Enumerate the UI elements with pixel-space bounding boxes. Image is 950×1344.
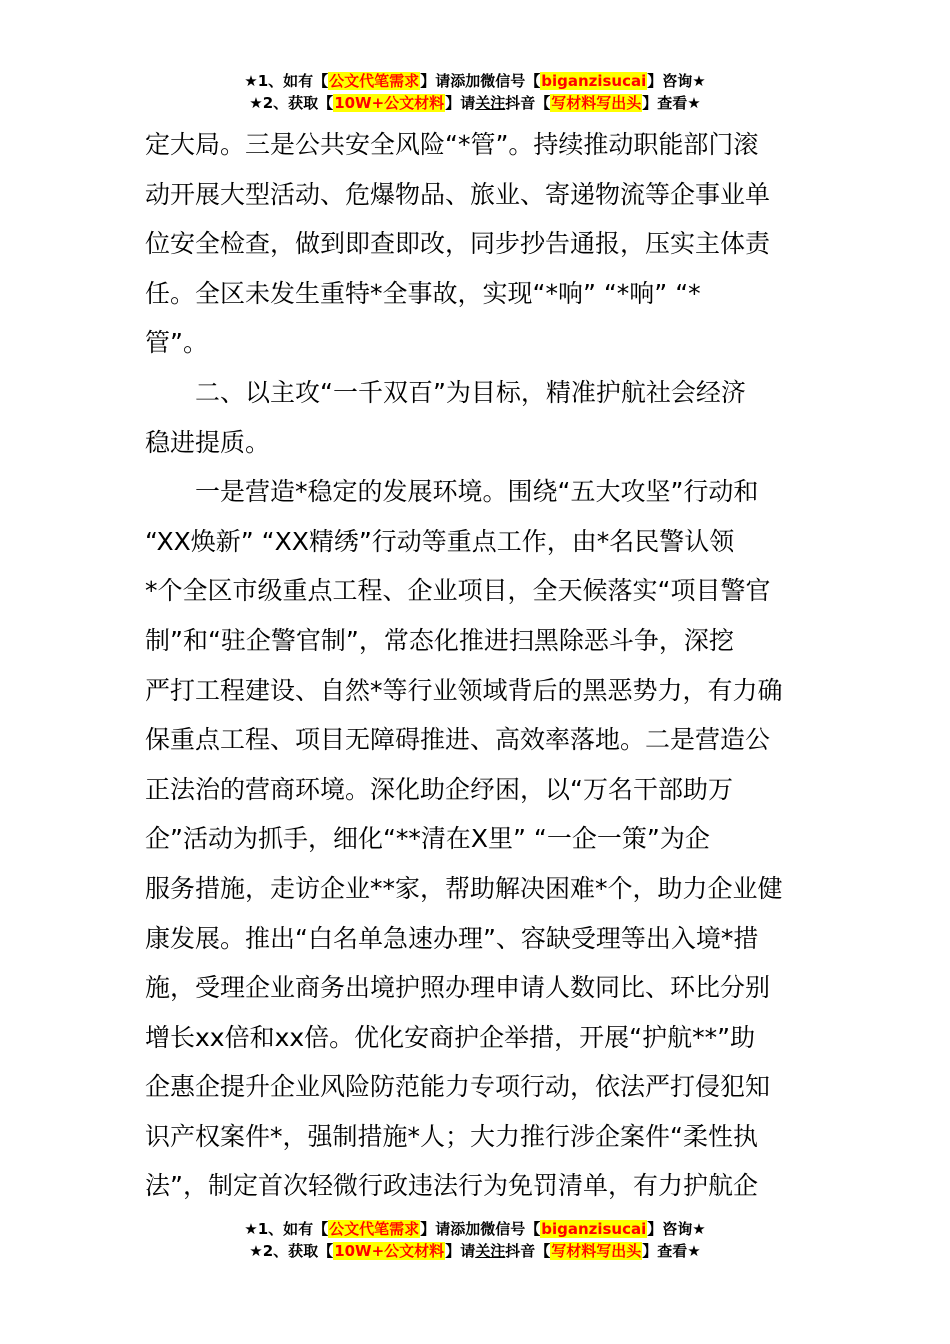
banner-text: 】咨询★ xyxy=(647,72,706,90)
banner-text: 】咨询★ xyxy=(647,1220,706,1238)
body-line: 动开展大型活动、危爆物品、旅业、寄递物流等企事业单 xyxy=(145,179,771,209)
body-line: 企”活动为抓手，细化“**清在X里” “一企一策”为企 xyxy=(145,824,710,854)
body-line: 任。全区未发生重特*全事故，实现“*响” “*响” “* xyxy=(145,278,701,308)
body-line: 制”和“驻企警官制”，常态化推进扫黑除恶斗争，深挖 xyxy=(145,625,734,655)
document-body xyxy=(145,120,810,1211)
banner-text: 抖音【 xyxy=(505,94,551,112)
banner-text: ★1、如有【 xyxy=(244,72,329,90)
banner-highlight-materials: 10W+公文材料 xyxy=(334,1242,445,1260)
banner-highlight-materials: 10W+公文材料 xyxy=(334,94,445,112)
header-banner xyxy=(0,70,950,114)
body-line: 康发展。推出“白名单急速办理”、容缺受理等出入境*措 xyxy=(145,923,759,953)
banner-line-2 xyxy=(0,1240,950,1262)
banner-text: 】请添加微信号【 xyxy=(420,1220,541,1238)
body-line: 严打工程建设、自然*等行业领域背后的黑恶势力，有力确 xyxy=(145,675,783,705)
banner-highlight-writing-service: 公文代笔需求 xyxy=(329,72,420,90)
banner-text: 】请 xyxy=(445,94,476,112)
banner-underlined-follow: 关注 xyxy=(475,94,506,112)
banner-highlight-account: 写材料写出头 xyxy=(551,1242,642,1260)
body-line: 管”。 xyxy=(145,328,208,358)
banner-underlined-follow: 关注 xyxy=(475,1242,506,1260)
banner-text: 】请 xyxy=(445,1242,476,1260)
banner-highlight-wechat-id: biganzisucai xyxy=(541,1220,647,1238)
body-line: 服务措施，走访企业**家，帮助解决困难*个，助力企业健 xyxy=(145,873,783,903)
banner-text: ★2、获取【 xyxy=(249,1242,334,1260)
banner-text: 抖音【 xyxy=(505,1242,551,1260)
banner-text: ★2、获取【 xyxy=(249,94,334,112)
section-heading: 二、以主攻“一千双百”为目标，精准护航社会经济 xyxy=(195,377,746,407)
body-line: 识产权案件*，强制措施*人；大力推行涉企案件“柔性执 xyxy=(145,1121,758,1151)
body-line: *个全区市级重点工程、企业项目，全天候落实“项目警官 xyxy=(145,576,771,606)
body-line: 位安全检查，做到即查即改，同步抄告通报，压实主体责 xyxy=(145,229,771,259)
banner-highlight-writing-service: 公文代笔需求 xyxy=(329,1220,420,1238)
banner-text: 】查看★ xyxy=(642,94,701,112)
banner-line-1 xyxy=(0,70,950,92)
banner-highlight-account: 写材料写出头 xyxy=(551,94,642,112)
body-line: “XX焕新” “XX精绣”行动等重点工作，由*名民警认领 xyxy=(145,526,735,556)
section-heading-cont: 稳进提质。 xyxy=(145,427,271,457)
footer-banner xyxy=(0,1218,950,1262)
body-line: 企惠企提升企业风险防范能力专项行动，依法严打侵犯知 xyxy=(145,1072,771,1102)
banner-text: 】请添加微信号【 xyxy=(420,72,541,90)
banner-text: 】查看★ xyxy=(642,1242,701,1260)
body-line: 施，受理企业商务出境护照办理申请人数同比、环比分别 xyxy=(145,973,771,1003)
banner-line-1 xyxy=(0,1218,950,1240)
body-line: 正法治的营商环境。深化助企纾困，以“万名干部助万 xyxy=(145,774,733,804)
body-line: 增长xx倍和xx倍。优化安商护企举措，开展“护航**”助 xyxy=(145,1022,756,1052)
body-line: 法”，制定首次轻微行政违法行为免罚清单，有力护航企 xyxy=(145,1171,758,1201)
body-line: 保重点工程、项目无障碍推进、高效率落地。二是营造公 xyxy=(145,725,771,755)
body-line: 定大局。三是公共安全风险“*管”。持续推动职能部门滚 xyxy=(145,130,759,159)
banner-line-2 xyxy=(0,92,950,114)
paragraph-start: 一是营造*稳定的发展环境。围绕“五大攻坚”行动和 xyxy=(195,477,759,507)
banner-text: ★1、如有【 xyxy=(244,1220,329,1238)
banner-highlight-wechat-id: biganzisucai xyxy=(541,72,647,90)
